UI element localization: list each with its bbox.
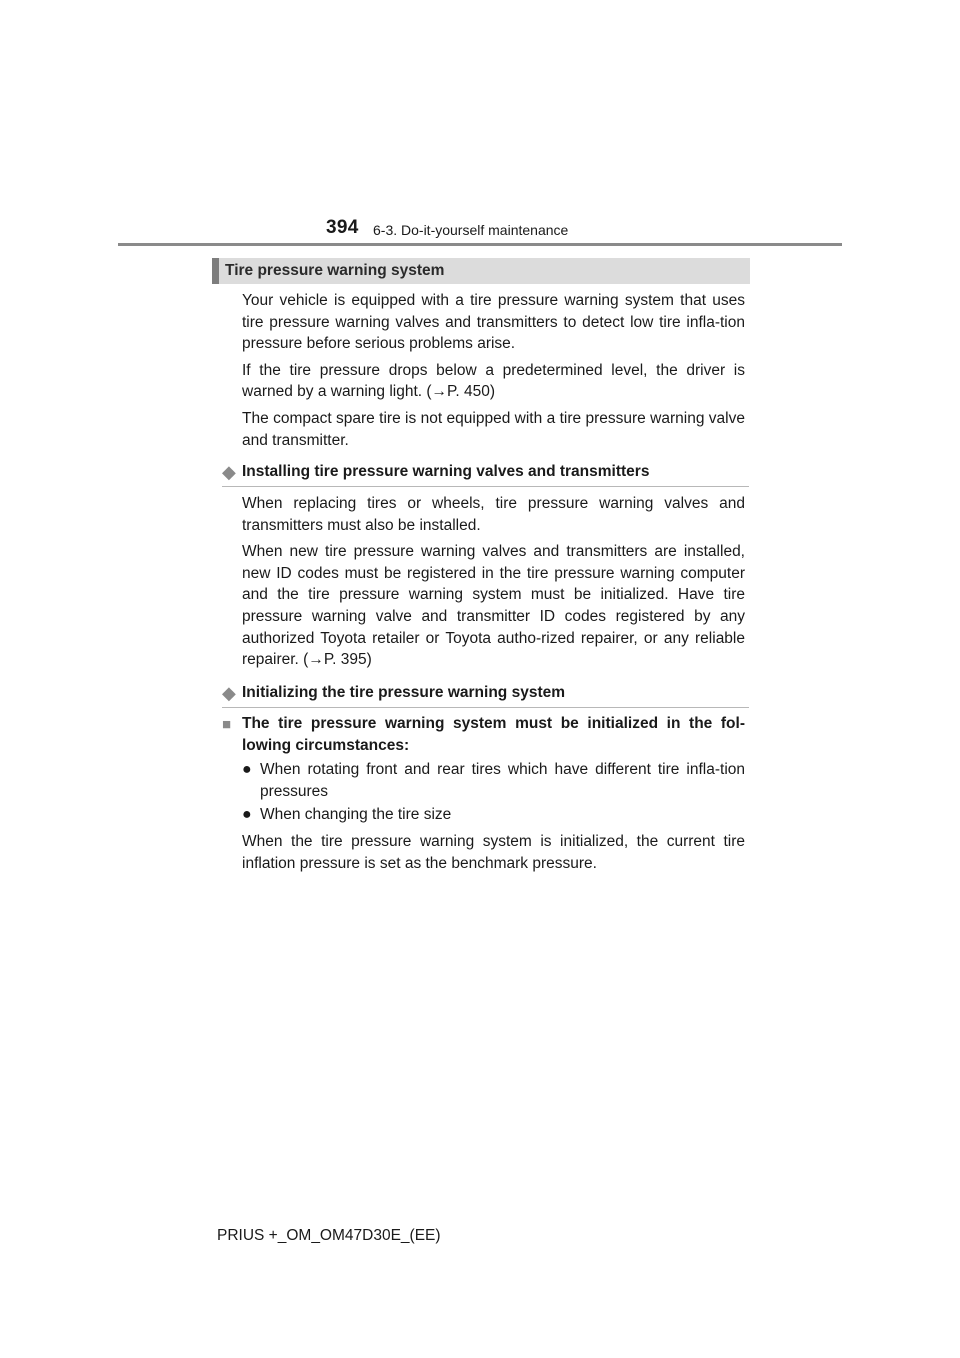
bullet-dot-icon: ● <box>242 761 252 778</box>
condition-text: The tire pressure warning system must be initialized in the fol-lowing circumstances: <box>242 715 745 754</box>
installing-paragraph: When new tire pressure warning valves and transmitters are installed, new ID codes must be registered in the tire pressure warning computer and the tire pressure warning system must be initialized. Have tire pressure warning valve and transmitter ID codes registered by any authorized Toyota retailer or Toyota autho-rized repairer, or any reliable repairer. (→P. 395) <box>242 543 745 669</box>
section-title-bar <box>212 258 750 284</box>
intro-paragraph: The compact spare tire is not equipped with a tire pressure warning valve and transmitter. <box>242 409 745 449</box>
section-title: Tire pressure warning system <box>225 262 445 279</box>
subsection-heading-installing <box>222 460 749 487</box>
subsection-heading-text: Initializing the tire pressure warning system <box>242 684 566 701</box>
list-item-text: When rotating front and rear tires which have different tire infla-tion pressures <box>260 761 745 800</box>
list-item-text: When changing the tire size <box>260 806 452 823</box>
section-label: 6-3. Do-it-yourself maintenance <box>373 222 569 238</box>
installing-paragraph: When replacing tires or wheels, tire pressure warning valves and transmitters must also be installed. <box>242 495 745 534</box>
intro-paragraph: If the tire pressure drops below a predetermined level, the driver is warned by a warning light. (→P. 450) <box>242 361 745 401</box>
title-accent-bar <box>212 258 219 284</box>
intro-text <box>242 290 745 451</box>
document-footer: PRIUS +_OM_OM47D30E_(EE) <box>217 1227 441 1244</box>
bullet-dot-icon: ● <box>242 806 252 823</box>
closing-text: When the tire pressure warning system is initialized, the current tire inflation pressure is set as the benchmark pressure. <box>242 833 745 872</box>
page-header <box>0 0 960 250</box>
square-bullet-icon: ■ <box>222 716 232 733</box>
installing-text <box>242 493 745 671</box>
subsection-heading-text: Installing tire pressure warning valves and transmitters <box>242 463 650 480</box>
diamond-bullet-icon: ◆ <box>222 683 236 703</box>
page-number: 394 <box>326 217 359 238</box>
subsection-heading-initializing <box>222 681 749 708</box>
intro-paragraph: Your vehicle is equipped with a tire pressure warning system that uses tire pressure warning valves and transmitters to detect low tire infla-tion pressure before serious problems arise. <box>242 292 745 353</box>
diamond-bullet-icon: ◆ <box>222 462 236 482</box>
header-divider <box>118 243 842 246</box>
